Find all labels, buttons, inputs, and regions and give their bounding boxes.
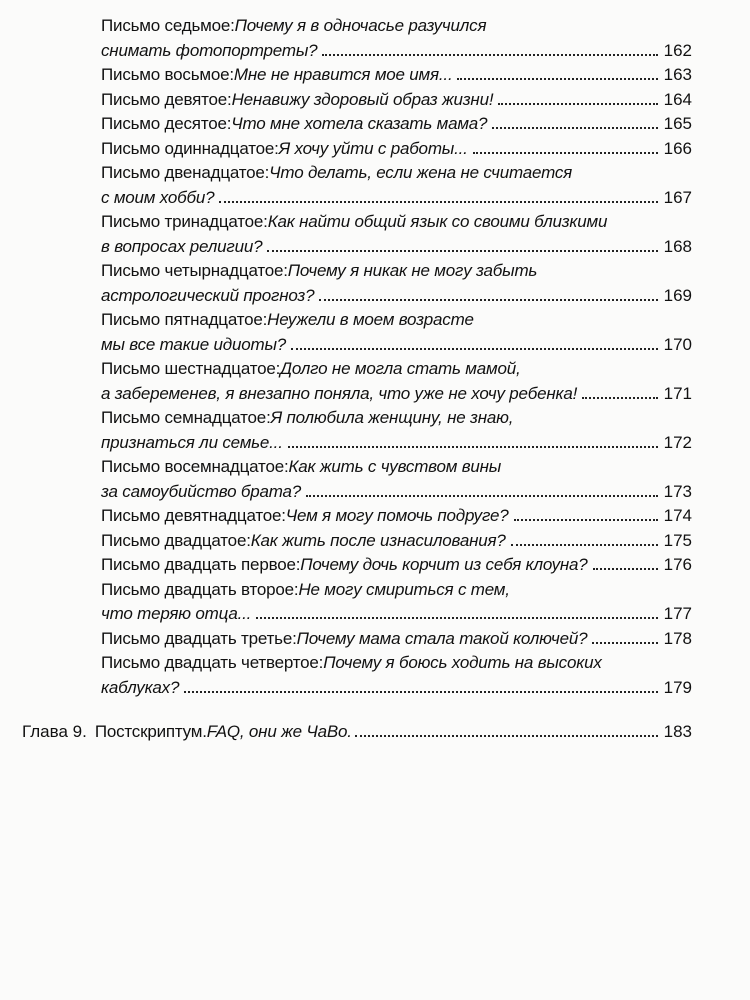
letter-title: Я хочу уйти с работы...: [278, 138, 468, 158]
letter-title-cont: каблуках?: [101, 677, 180, 697]
dot-leader: [267, 250, 657, 252]
page-number: 175: [663, 530, 692, 550]
letter-title: Что делать, если жена не считается: [269, 163, 573, 182]
letter-title-cont: астрологический прогноз?: [101, 285, 315, 305]
letter-title: Почему я в одночасье разучился: [234, 16, 487, 35]
letter-prefix: Письмо восьмое:: [101, 65, 234, 84]
letter-prefix: Письмо семнадцатое:: [101, 408, 271, 427]
letter-title-cont: снимать фотопортреты?: [101, 40, 318, 60]
letter-prefix: Письмо двадцать второе:: [101, 579, 299, 599]
toc-entry[interactable]: [0, 137, 750, 162]
letter-title: Долго не могла стать мамой,: [280, 359, 521, 378]
toc-entry[interactable]: [0, 308, 750, 357]
letter-title: Неужели в моем возрасте: [267, 310, 474, 329]
dot-leader: [592, 642, 657, 644]
page-number: 163: [663, 65, 692, 84]
page-number: 164: [663, 89, 692, 109]
page-number: 167: [663, 187, 692, 207]
toc-entry[interactable]: [0, 63, 750, 88]
letter-title: Почему дочь корчит из себя клоуна?: [300, 555, 588, 574]
letter-title: Ненавижу здоровый образ жизни!: [231, 89, 494, 109]
letter-prefix: Письмо седьмое:: [101, 16, 235, 35]
page-number: 172: [663, 432, 692, 452]
page-number: 171: [663, 383, 692, 403]
dot-leader: [322, 54, 657, 56]
page-number: 173: [663, 481, 692, 501]
dot-leader: [514, 519, 658, 521]
letter-title: Не могу смириться с тем,: [298, 579, 510, 599]
letter-title: Я полюбила женщину, не знаю,: [270, 408, 514, 427]
letter-prefix: Письмо десятое:: [101, 114, 232, 133]
dot-leader: [219, 201, 657, 203]
dot-leader: [457, 78, 657, 80]
toc-entry[interactable]: [0, 14, 750, 63]
dot-leader: [492, 127, 657, 129]
page-number: 170: [663, 334, 692, 354]
letter-title: Что мне хотела сказать мама?: [231, 114, 488, 133]
letter-title: Как жить с чувством вины: [288, 457, 502, 476]
letter-prefix: Письмо двенадцатое:: [101, 163, 270, 182]
table-of-contents: [0, 14, 750, 745]
letter-prefix: Письмо одиннадцатое:: [101, 138, 279, 158]
letter-prefix: Письмо девятнадцатое:: [101, 506, 286, 525]
dot-leader: [256, 617, 657, 619]
dot-leader: [288, 446, 658, 448]
letter-prefix: Письмо четырнадцатое:: [101, 261, 288, 280]
dot-leader: [498, 103, 657, 105]
toc-entry[interactable]: [0, 357, 750, 406]
toc-entry[interactable]: [0, 553, 750, 578]
dot-leader: [593, 568, 658, 570]
letter-title-cont: с моим хобби?: [101, 187, 215, 207]
letter-prefix: Письмо двадцатое:: [101, 530, 251, 550]
toc-entry[interactable]: [0, 529, 750, 554]
toc-entry[interactable]: [0, 210, 750, 259]
page-number: 169: [663, 285, 692, 305]
letter-title-cont: за самоубийство брата?: [101, 481, 302, 501]
chapter-prefix: Постскриптум.: [94, 722, 207, 741]
letter-title: Почему мама стала такой колючей?: [296, 628, 588, 648]
dot-leader: [473, 152, 658, 154]
page-number: 176: [663, 555, 692, 574]
letter-title: Как жить после изнасилования?: [250, 530, 506, 550]
dot-leader: [306, 495, 658, 497]
dot-leader: [355, 735, 658, 737]
toc-chapter-entry[interactable]: [0, 720, 750, 745]
letter-prefix: Письмо девятое:: [101, 89, 232, 109]
toc-entry[interactable]: [0, 259, 750, 308]
letter-title: Мне не нравится мое имя...: [233, 65, 453, 84]
toc-entry[interactable]: [0, 627, 750, 652]
page-number: 174: [663, 506, 692, 525]
toc-entry[interactable]: [0, 112, 750, 137]
toc-entry[interactable]: [0, 455, 750, 504]
toc-entry[interactable]: [0, 504, 750, 529]
page-number: 177: [663, 604, 692, 623]
page-number: 179: [663, 677, 692, 697]
page-number: 183: [663, 722, 692, 741]
letter-prefix: Письмо двадцать первое:: [101, 555, 301, 574]
letter-prefix: Письмо двадцать третье:: [101, 628, 297, 648]
letter-prefix: Письмо восемнадцатое:: [101, 457, 289, 476]
toc-entry[interactable]: [0, 161, 750, 210]
letter-title-cont: мы все такие идиоты?: [101, 334, 287, 354]
letter-title-cont: в вопросах религии?: [101, 236, 263, 256]
dot-leader: [511, 544, 658, 546]
letter-title-cont: признаться ли семье...: [101, 432, 283, 452]
page-number: 166: [663, 138, 692, 158]
letter-title-cont: а забеременев, я внезапно поняла, что уже не хочу ребенка!: [101, 383, 578, 403]
letter-prefix: Письмо тринадцатое:: [101, 212, 268, 231]
page-number: 162: [663, 40, 692, 60]
letter-title: Чем я могу помочь подруге?: [285, 506, 509, 525]
letter-title: Как найти общий язык со своими близкими: [267, 212, 608, 231]
toc-entry[interactable]: [0, 578, 750, 627]
letter-prefix: Письмо шестнадцатое:: [101, 359, 281, 378]
toc-entry[interactable]: [0, 88, 750, 113]
letter-title: Почему я боюсь ходить на высоких: [323, 653, 602, 672]
letter-prefix: Письмо двадцать четвертое:: [101, 653, 324, 672]
dot-leader: [582, 397, 657, 399]
toc-entry[interactable]: [0, 406, 750, 455]
letter-title-cont: что теряю отца...: [101, 604, 252, 623]
page-number: 168: [663, 236, 692, 256]
page-number: 165: [663, 114, 692, 133]
chapter-title: FAQ, они же ЧаВо.: [206, 722, 352, 741]
dot-leader: [291, 348, 658, 350]
letter-prefix: Письмо пятнадцатое:: [101, 310, 268, 329]
dot-leader: [184, 691, 657, 693]
page-number: 178: [663, 628, 692, 648]
dot-leader: [319, 299, 657, 301]
letter-title: Почему я никак не могу забыть: [287, 261, 538, 280]
chapter-label: Глава 9.: [22, 722, 87, 741]
toc-entry[interactable]: [0, 651, 750, 700]
